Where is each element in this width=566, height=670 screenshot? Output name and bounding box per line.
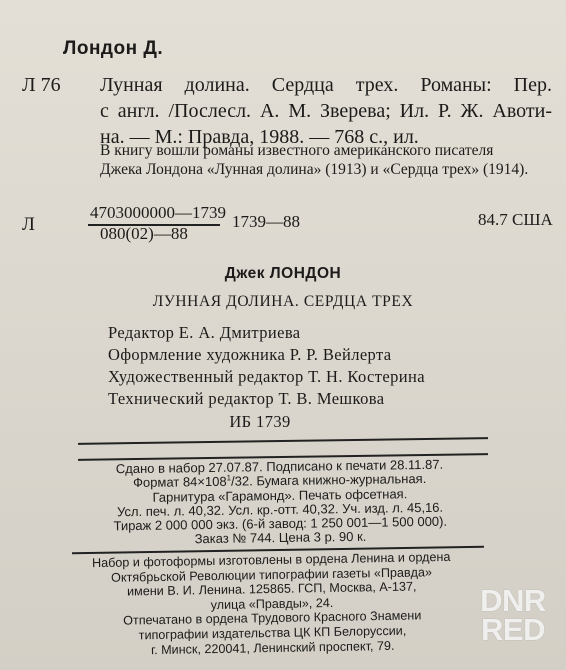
print-line: Сдано в набор 27.07.87. Подписано к печати 28.11.87.	[115, 456, 444, 477]
printer-info	[71, 550, 473, 659]
annotation-line: В книгу вошли романы известного американского писателя	[100, 142, 494, 159]
footer-line: улица «Правды», 24.	[210, 595, 334, 612]
watermark-line: DNR	[480, 583, 546, 618]
ib-number: ИБ 1739	[229, 412, 291, 431]
footer-line: типографии издательства ЦК КП Белоруссии,	[138, 623, 407, 643]
bibliographic-description	[100, 72, 552, 150]
catalog-author-heading: Лондон Д.	[63, 38, 164, 59]
catalog-code: Л 76	[22, 74, 61, 96]
index-numerator: 4703000000—1739	[90, 203, 226, 222]
print-line: Усл. печ. л. 40,32. Усл. кр.-отт. 40,32. Уч. изд. л. 45,16.	[117, 499, 444, 520]
annotation-line: Джека Лондона «Лунная долина» (1913) и «Сердца трех» (1914).	[100, 161, 529, 178]
description-line: на. — М.: Правда, 1988. — 768 с., ил.	[100, 126, 419, 148]
divider-top	[78, 437, 488, 444]
credit-line: Оформление художника Р. Р. Вейлерта	[108, 345, 392, 364]
annotation	[100, 141, 552, 179]
footer-line: Отпечатано в ордена Трудового Красного Знамени	[123, 608, 422, 628]
description-line: Лунная долина. Сердца трех. Романы: Пер.	[100, 74, 552, 96]
credit-line: Художественный редактор Т. Н. Костерина	[108, 367, 425, 386]
format-sup: 1	[226, 473, 232, 483]
description-line: с англ. /Послесл. А. М. Зверева; Ил. Р. Ж. Авоти-	[100, 100, 552, 122]
footer-line: Октябрьской Революции типографии газеты «Правда»	[110, 564, 433, 585]
footer-line: Набор и фотоформы изготовлены в ордена Ленина и ордена	[91, 549, 451, 571]
footer-line: имени В. И. Ленина. 125865. ГСП, Москва, А-137,	[126, 579, 417, 599]
book-title: ЛУННАЯ ДОЛИНА. СЕРДЦА ТРЕХ	[152, 293, 414, 310]
print-line: Тираж 2 000 000 экз. (6-й завод: 1 250 001—1 500 000).	[113, 513, 448, 534]
print-line: Заказ № 744. Цена 3 р. 90 к.	[194, 529, 367, 547]
print-details	[79, 457, 480, 548]
format-prefix: Формат 84×108	[133, 474, 227, 491]
index-middle: 1739—88	[232, 212, 300, 231]
site-watermark	[474, 583, 552, 656]
book-author: Джек ЛОНДОН	[224, 265, 342, 282]
index-letter: Л	[22, 214, 35, 235]
format-suffix: /32. Бумага книжно-журнальная.	[230, 471, 427, 489]
print-line: Гарнитура «Гарамонд». Печать офсетная.	[152, 485, 408, 505]
index-denominator: 080(02)—88	[100, 224, 188, 243]
footer-line: г. Минск, 220041, Ленинский проспект, 79.	[150, 638, 395, 657]
credit-line: Технический редактор Т. В. Мешкова	[108, 389, 385, 408]
watermark-line: RED	[481, 612, 545, 647]
credit-line: Редактор Е. А. Дмитриева	[108, 323, 301, 342]
credits-list	[108, 322, 425, 410]
classification-code: 84.7 США	[478, 210, 553, 229]
